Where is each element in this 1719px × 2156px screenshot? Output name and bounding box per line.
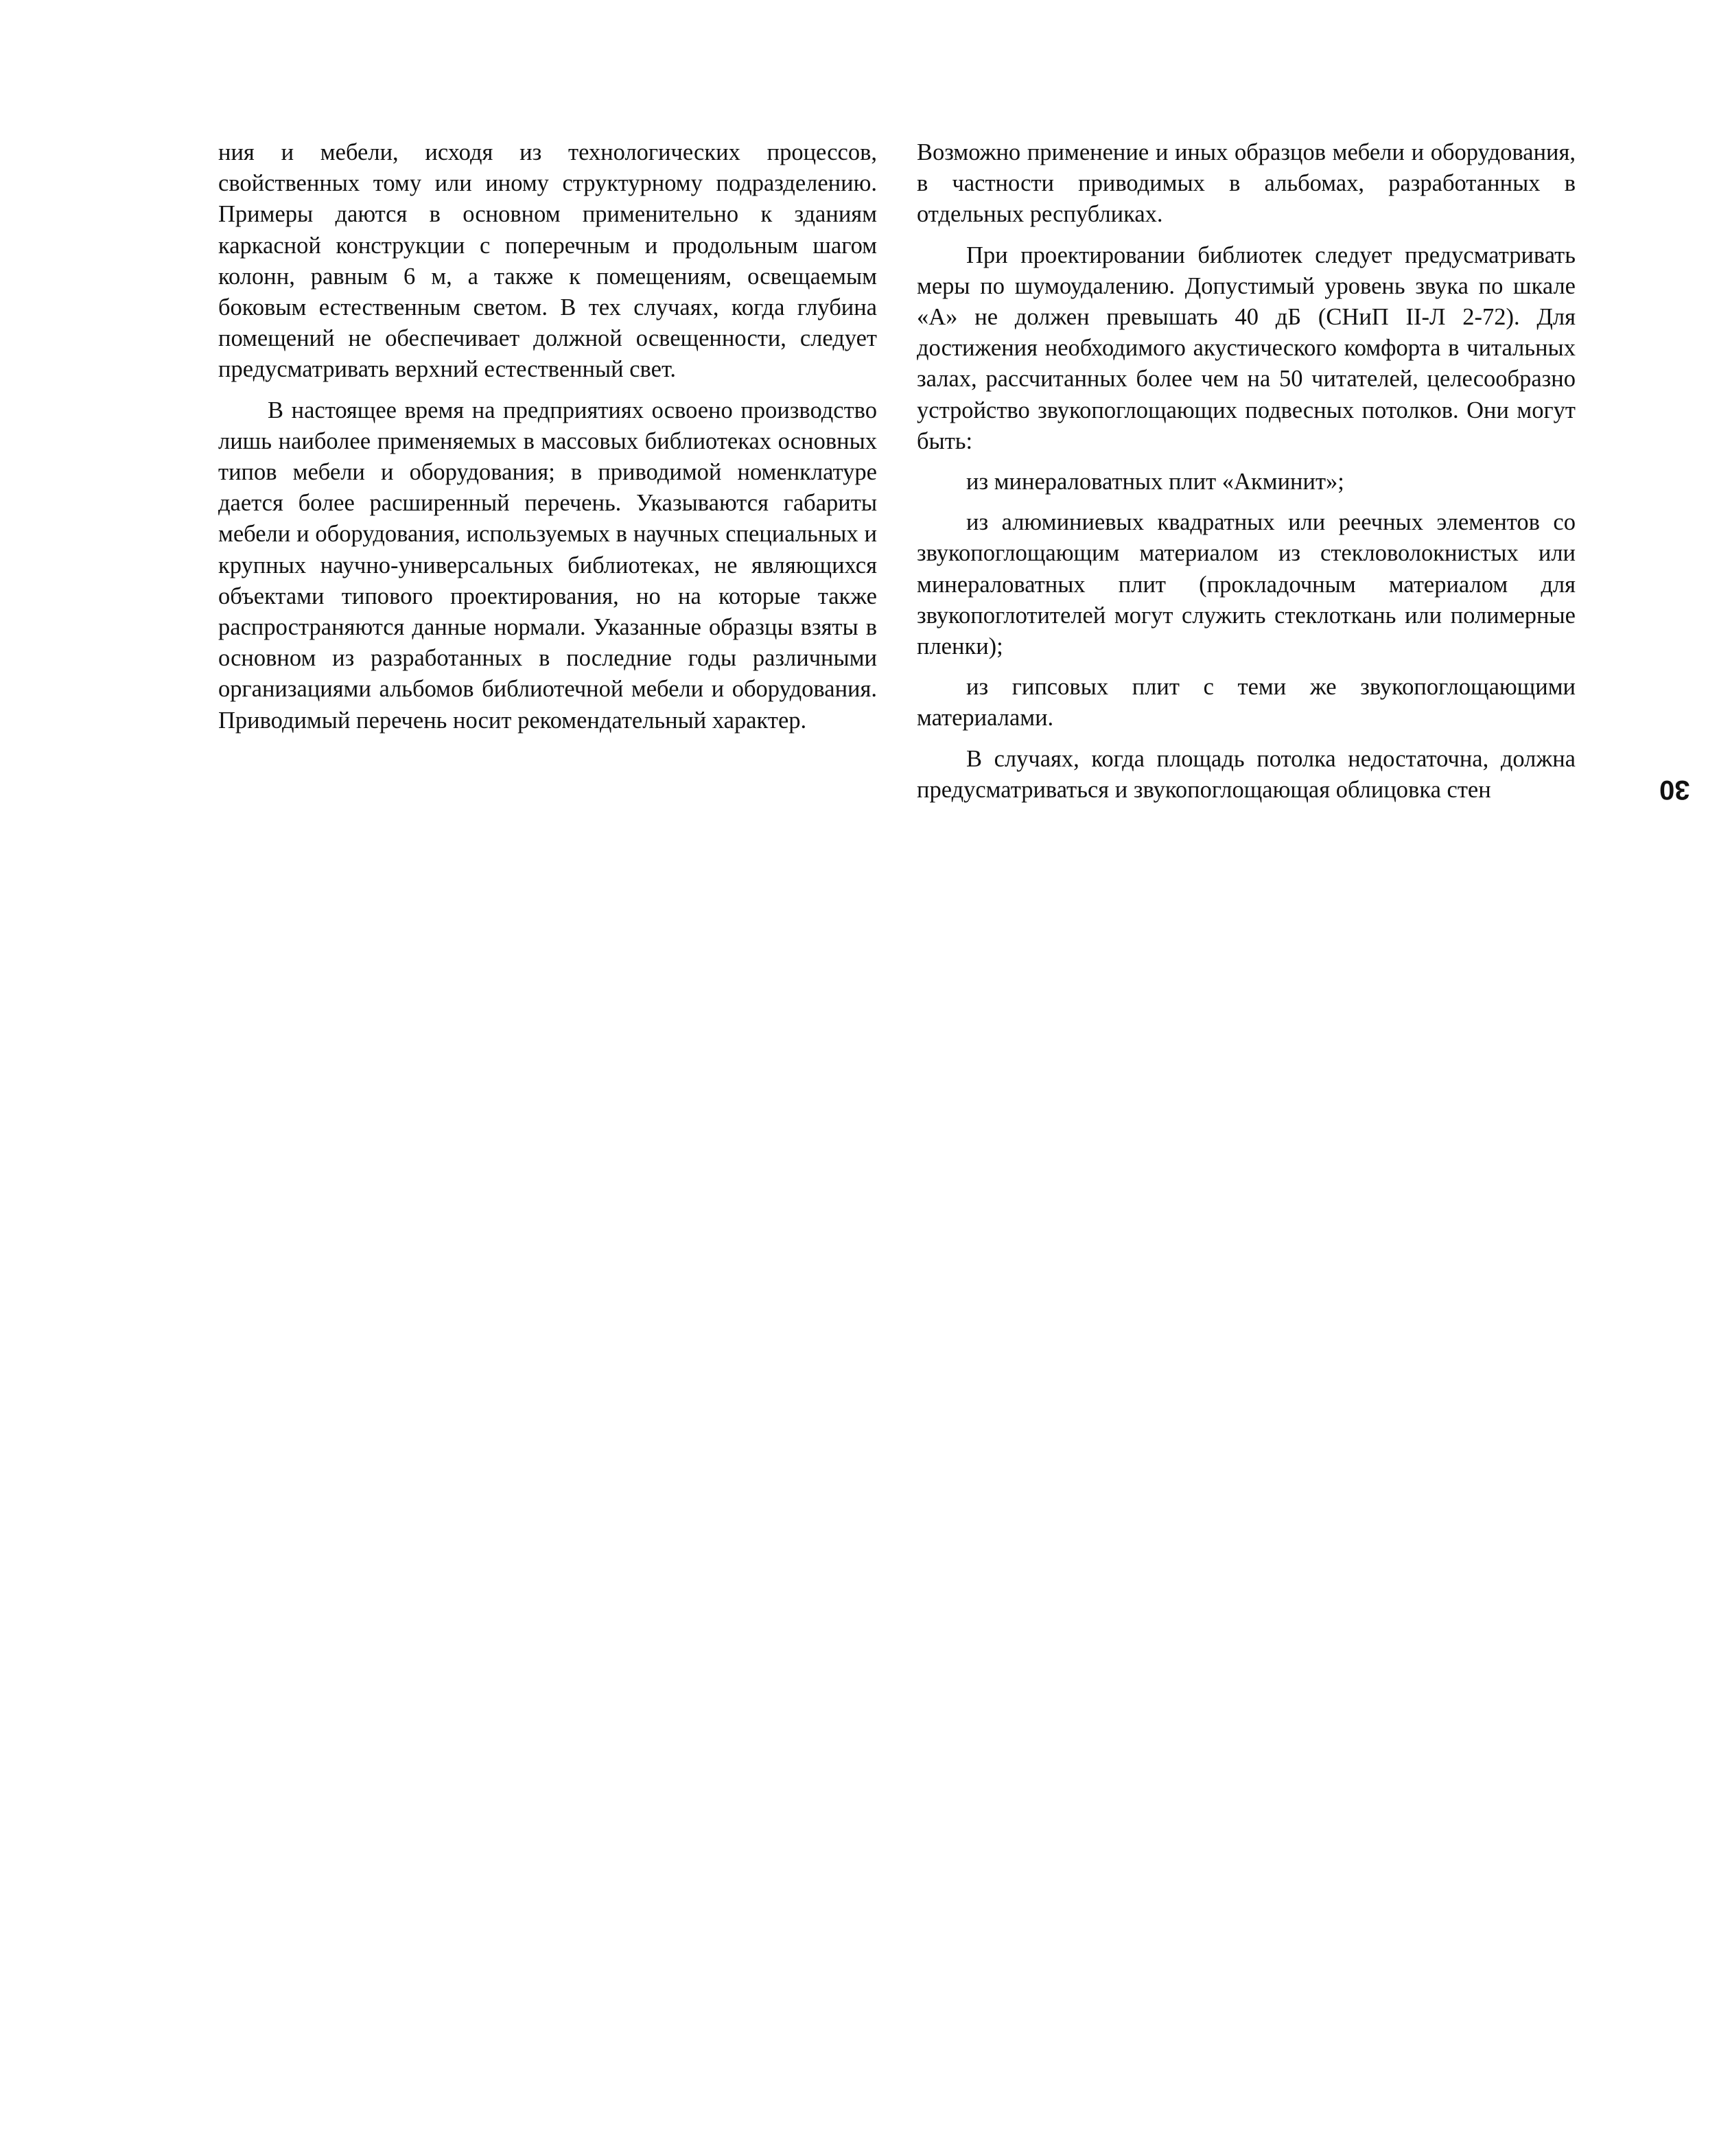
page-number: 30	[1659, 775, 1690, 805]
right-list-item-2: из алюминиевых квадратных или реечных элементов со звукопоглощающим материалом из стекловолокнистых или минераловатных плит (прокладочным материалом для звукопоглотителей могут служить стеклоткань или полимерные пленки);	[917, 509, 1576, 660]
left-column	[218, 137, 877, 746]
right-paragraph-1: Возможно применение и иных образцов мебели и оборудования, в частности приводимых в альбомах, разработанных в отдельных республиках.	[917, 139, 1576, 228]
right-paragraph-3: В случаях, когда площадь потолка недостаточна, должна предусматриваться и звукопоглощающая облицовка стен	[917, 745, 1576, 803]
right-column	[917, 137, 1576, 815]
left-paragraph-2: В настоящее время на предприятиях освоено производство лишь наиболее применяемых в массовых библиотеках основных типов мебели и оборудования; в приводимой номенклатуре дается более расширенный перечень. Указываются габариты мебели и оборудования, используемых в научных специальных и крупных научно-универсальных библиотеках, не являющихся объектами типового проектирования, но на которые также распространяются данные нормали. Указанные образцы взяты в основном из разработанных в последние годы различными организациями альбомов библиотечной мебели и оборудования. Приводимый перечень носит рекомендательный характер.	[218, 397, 877, 734]
right-list-item-3: из гипсовых плит с теми же звукопоглощающими материалами.	[917, 674, 1576, 731]
right-paragraph-2: При проектировании библиотек следует предусматривать меры по шумоудалению. Допустимый уровень звука по шкале «А» не должен превышать 40 дБ (СНиП II-Л 2-72). Для достижения необходимого акустического комфорта в читальных залах, рассчитанных более чем на 50 читателей, целесообразно устройство звукопоглощающих подвесных потолков. Они могут быть:	[917, 242, 1576, 454]
left-paragraph-1: ния и мебели, исходя из технологических процессов, свойственных тому или иному структурному подразделению. Примеры даются в основном применительно к зданиям каркасной конструкции с поперечным и продольным шагом колонн, равным 6 м, а также к помещениям, освещаемым боковым естественным светом. В тех случаях, когда глубина помещений не обеспечивает должной освещенности, следует предусматривать верхний естественный свет.	[218, 139, 877, 383]
right-list-item-1: из минераловатных плит «Акминит»;	[966, 469, 1344, 495]
